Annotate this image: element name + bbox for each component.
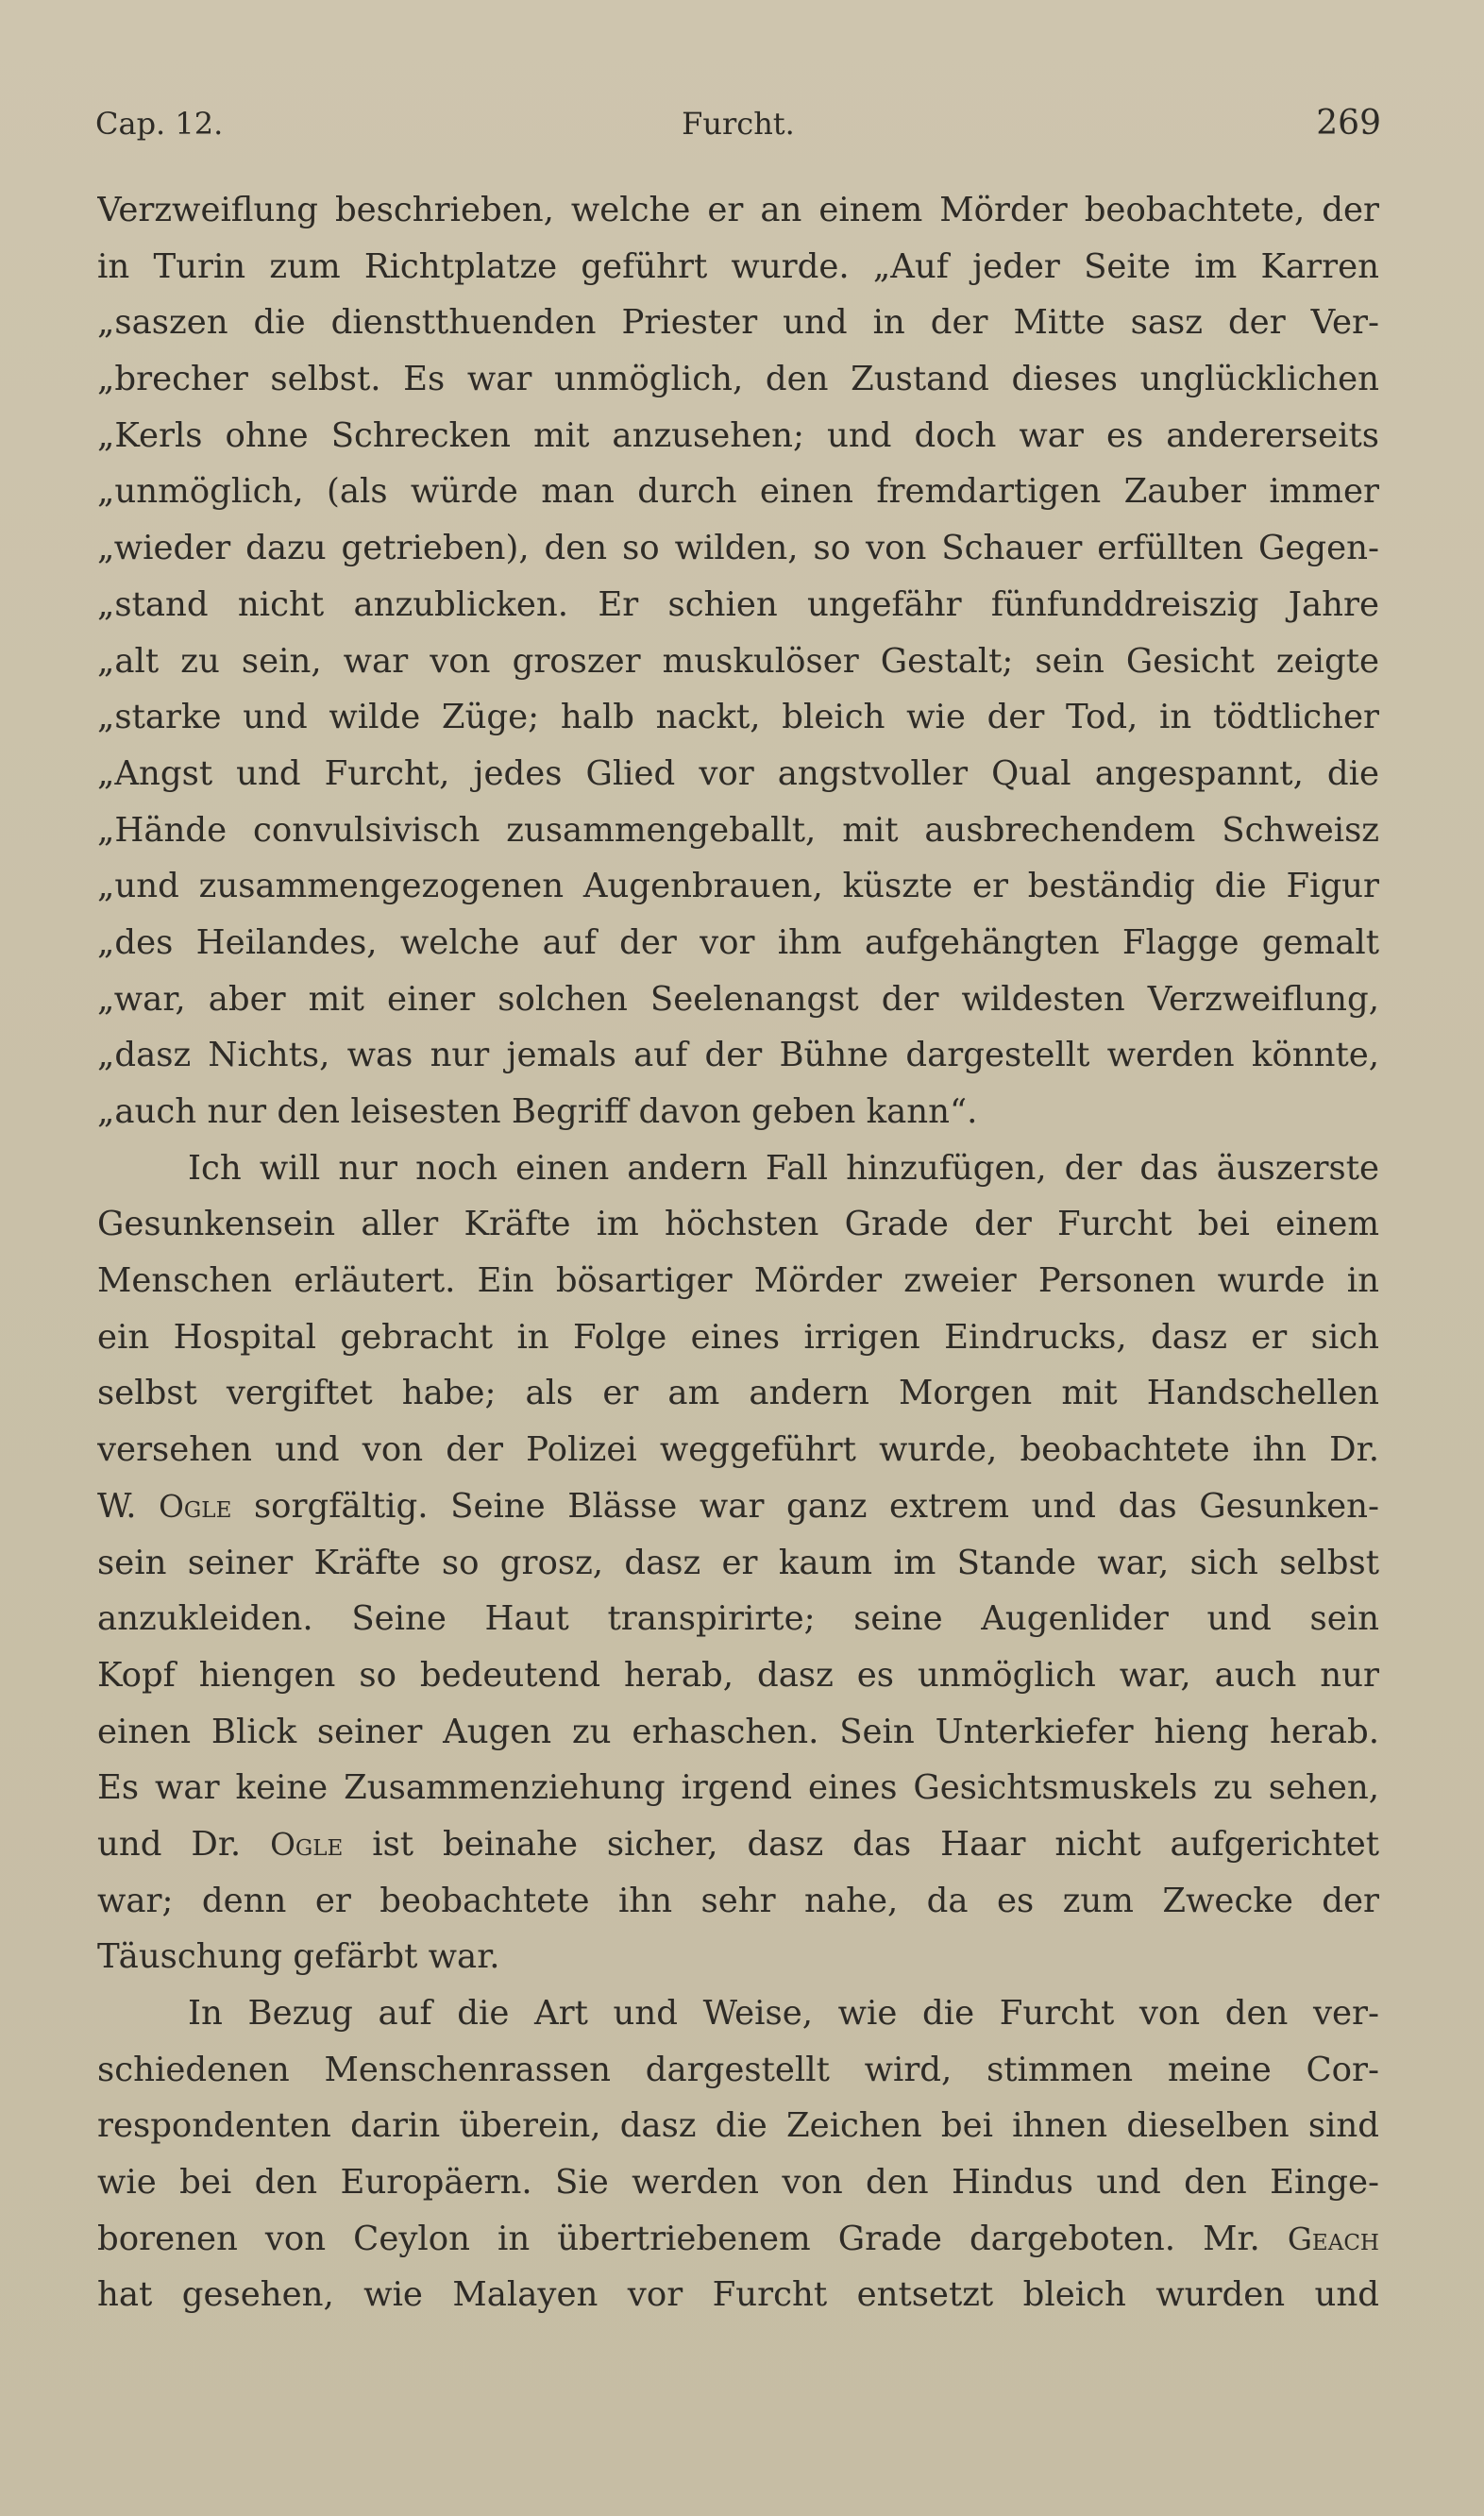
text-line [97, 1309, 1379, 1366]
line-text: „dasz Nichts, was nur jemals auf der Bühne dargestellt werden könnte, [97, 1036, 1379, 1075]
text-line [97, 1140, 1379, 1197]
text-line [97, 1985, 1379, 2042]
line-text: Ich will nur noch einen andern Fall hinzufügen, der das äuszerste [188, 1148, 1379, 1188]
text-line [97, 2267, 1379, 2323]
line-text: versehen und von der Polizei weggeführt wurde, beobachtete ihn Dr. [97, 1430, 1379, 1470]
line-text: borenen von Ceylon in übertriebenem Grade dargeboten. Mr. [97, 2219, 1288, 2258]
line-text: Täuschung gefärbt war. [97, 1937, 500, 1977]
text-line [97, 577, 1379, 633]
text-line [97, 239, 1379, 296]
text-line [97, 2154, 1379, 2211]
body-text [97, 182, 1379, 2323]
line-text: Verzweiflung beschrieben, welche er an einem Mörder beobachtete, der [97, 191, 1379, 229]
line-text: Gesunkensein aller Kräfte im höchsten Grade der Furcht bei einem [97, 1205, 1379, 1244]
line-text: „starke und wilde Züge; halb nackt, bleich wie der Tod, in tödtlicher [97, 698, 1379, 737]
line-text: „war, aber mit einer solchen Seelenangst der wildesten Verzweiflung, [97, 979, 1379, 1019]
running-header [95, 97, 1381, 150]
text-line [97, 1816, 1379, 1873]
page-number: 269 [1316, 104, 1381, 143]
text-line [97, 1873, 1379, 1930]
text-line [97, 295, 1379, 351]
line-text: hat gesehen, wie Malayen vor Furcht entsetzt bleich wurden und [97, 2275, 1379, 2315]
line-text: ist beinahe sicher, dasz das Haar nicht aufgerichtet [343, 1824, 1379, 1864]
text-line [97, 182, 1379, 239]
line-text: in Turin zum Richtplatze geführt wurde. „Auf jeder Seite im Karren [97, 246, 1379, 286]
text-line [97, 689, 1379, 746]
line-text: sein seiner Kräfte so grosz, dasz er kaum im Stande war, sich selbst [97, 1543, 1379, 1582]
text-line [97, 1704, 1379, 1761]
text-line [97, 802, 1379, 859]
text-line [97, 746, 1379, 802]
text-line [97, 1591, 1379, 1647]
line-text: „stand nicht anzublicken. Er schien ungefähr fünfunddreiszig Jahre [97, 584, 1379, 624]
line-text: und Dr. [97, 1824, 271, 1864]
line-text: W. [97, 1486, 160, 1526]
text-line [97, 1422, 1379, 1478]
line-text: ein Hospital gebracht in Folge eines irrigen Eindrucks, dasz er sich [97, 1317, 1379, 1357]
line-text: Menschen erläutert. Ein bösartiger Mörder zweier Personen wurde in [97, 1261, 1379, 1301]
line-text: „und zusammengezogenen Augenbrauen, küszte er beständig die Figur [97, 867, 1379, 906]
line-text: selbst vergiftet habe; als er am andern Morgen mit Handschellen [97, 1374, 1379, 1413]
line-text: Es war keine Zusammenziehung irgend eines Gesichtsmuskels zu sehen, [97, 1768, 1379, 1808]
line-text: wie bei den Europäern. Sie werden von den Hindus und den Einge- [97, 2163, 1379, 2203]
line-text: „Angst und Furcht, jedes Glied vor angstvoller Qual angespannt, die [97, 753, 1379, 793]
text-line [97, 1535, 1379, 1592]
text-line [97, 1196, 1379, 1253]
line-text: „des Heilandes, welche auf der vor ihm aufgehängten Flagge gemalt [97, 922, 1379, 962]
running-title: Furcht. [682, 106, 795, 142]
text-line [97, 1084, 1379, 1140]
line-text: In Bezug auf die Art und Weise, wie die Furcht von den ver- [188, 1994, 1379, 2033]
line-text: „saszen die dienstthuenden Priester und in der Mitte sasz der Ver- [97, 303, 1379, 343]
author-name: Geach [1287, 2220, 1379, 2257]
line-text: „alt zu sein, war von groszer muskulöser Gestalt; sein Gesicht zeigte [97, 641, 1379, 681]
text-line [97, 633, 1379, 690]
line-text: sorgfältig. Seine Blässe war ganz extrem und das Gesunken- [231, 1486, 1379, 1526]
line-text: „brecher selbst. Es war unmöglich, den Zustand dieses unglücklichen [97, 360, 1379, 399]
text-line [97, 520, 1379, 577]
text-line [97, 915, 1379, 971]
text-line [97, 351, 1379, 408]
author-name: Ogle [159, 1488, 232, 1525]
chapter-label: Cap. 12. [95, 106, 224, 142]
text-line [97, 1253, 1379, 1309]
text-line [97, 971, 1379, 1028]
line-text: „auch nur den leisesten Begriff davon geben kann“. [97, 1092, 978, 1131]
text-line [97, 858, 1379, 915]
text-line [97, 1760, 1379, 1816]
text-line [97, 408, 1379, 464]
text-line [97, 1027, 1379, 1084]
line-text: „Hände convulsivisch zusammengeballt, mit ausbrechendem Schweisz [97, 810, 1379, 850]
line-text: „unmöglich, (als würde man durch einen fremdartigen Zauber immer [97, 472, 1379, 512]
text-line [97, 2211, 1379, 2268]
text-line [97, 2042, 1379, 2099]
line-text: „Kerls ohne Schrecken mit anzusehen; und doch war es andererseits [97, 415, 1379, 455]
text-line [97, 1365, 1379, 1422]
text-line [97, 1929, 1379, 1985]
line-text: schiedenen Menschenrassen dargestellt wird, stimmen meine Cor- [97, 2050, 1379, 2089]
text-line [97, 464, 1379, 520]
line-text: Kopf hiengen so bedeutend herab, dasz es unmöglich war, auch nur [97, 1655, 1379, 1695]
line-text: respondenten darin überein, dasz die Zeichen bei ihnen dieselben sind [97, 2106, 1379, 2146]
text-line [97, 2098, 1379, 2154]
text-line [97, 1647, 1379, 1704]
text-line [97, 1478, 1379, 1535]
line-text: anzukleiden. Seine Haut transpirirte; seine Augenlider und sein [97, 1599, 1379, 1639]
line-text: war; denn er beobachtete ihn sehr nahe, da es zum Zwecke der [97, 1881, 1379, 1920]
line-text: „wieder dazu getrieben), den so wilden, so von Schauer erfüllten Gegen- [97, 529, 1379, 568]
author-name: Ogle [270, 1826, 344, 1863]
line-text: einen Blick seiner Augen zu erhaschen. Sein Unterkiefer hieng herab. [97, 1712, 1379, 1751]
